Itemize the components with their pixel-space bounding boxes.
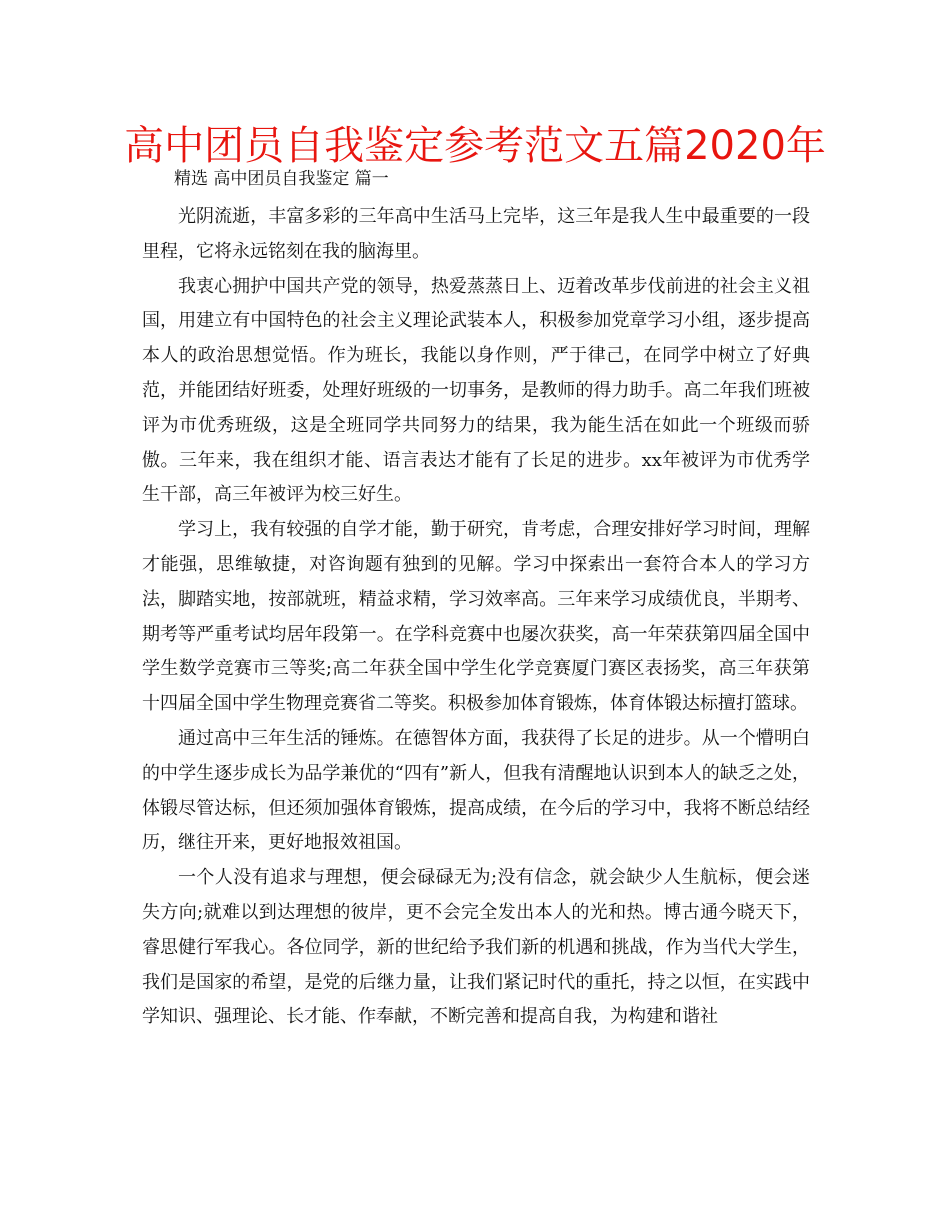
paragraph: 我衷心拥护中国共产党的领导，热爱蒸蒸日上、迈着改革步伐前进的社会主义祖国，用建立有中国特色的社会主义理论武装本人，积极参加党章学习小组，逐步提高本人的政治思想觉悟。作为班长，我能以身作则，严于律己，在同学中树立了好典范，并能团结好班委，处理好班级的一切事务，是教师的得力助手。高二年我们班被评为市优秀班级，这是全班同学共同努力的结果，我为能生活在如此一个班级而骄傲。三年来，我在组织才能、语言表达才能有了长足的进步。xx年被评为市优秀学生干部，高三年被评为校三好生。 bbox=[142, 275, 810, 506]
document-body bbox=[142, 200, 810, 1035]
paragraph: 通过高中三年生活的锤炼。在德智体方面，我获得了长足的进步。从一个懵明白的中学生逐步成长为品学兼优的“四有”新人，但我有清醒地认识到本人的缺乏之处，体锻尽管达标，但还须加强体育锻炼，提高成绩，在今后的学习中，我将不断总结经历，继往开来，更好地报效祖国。 bbox=[142, 727, 810, 854]
paragraph: 学习上，我有较强的自学才能，勤于研究，肯考虑，合理安排好学习时间，理解才能强，思维敏捷，对咨询题有独到的见解。学习中探索出一套符合本人的学习方法，脚踏实地，按部就班，精益求精，学习效率高。三年来学习成绩优良，半期考、期考等严重考试均居年段第一。在学科竞赛中也屡次获奖，高一年荣获第四届全国中学生数学竞赛市三等奖;高二年获全国中学生化学竞赛厦门赛区表扬奖，高三年获第十四届全国中学生物理竞赛省二等奖。积极参加体育锻炼，体育体锻达标擅打篮球。 bbox=[142, 519, 810, 715]
document-title: 高中团员自我鉴定参考范文五篇2020年 bbox=[124, 123, 826, 169]
paragraph: 光阴流逝，丰富多彩的三年高中生活马上完毕，这三年是我人生中最重要的一段里程，它将永远铭刻在我的脑海里。 bbox=[142, 206, 810, 262]
paragraph: 一个人没有追求与理想，便会碌碌无为;没有信念，就会缺少人生航标，便会迷失方向;就难以到达理想的彼岸，更不会完全发出本人的光和热。博古通今晓天下，睿思健行军我心。各位同学，新的世纪给予我们新的机遇和挑战，作为当代大学生，我们是国家的希望，是党的后继力量，让我们紧记时代的重托，持之以恒，在实践中学知识、强理论、长才能、作奉献，不断完善和提高自我，为构建和谐社 bbox=[142, 867, 810, 1028]
document-subtitle: 精选 高中团员自我鉴定 篇一 bbox=[174, 169, 389, 189]
